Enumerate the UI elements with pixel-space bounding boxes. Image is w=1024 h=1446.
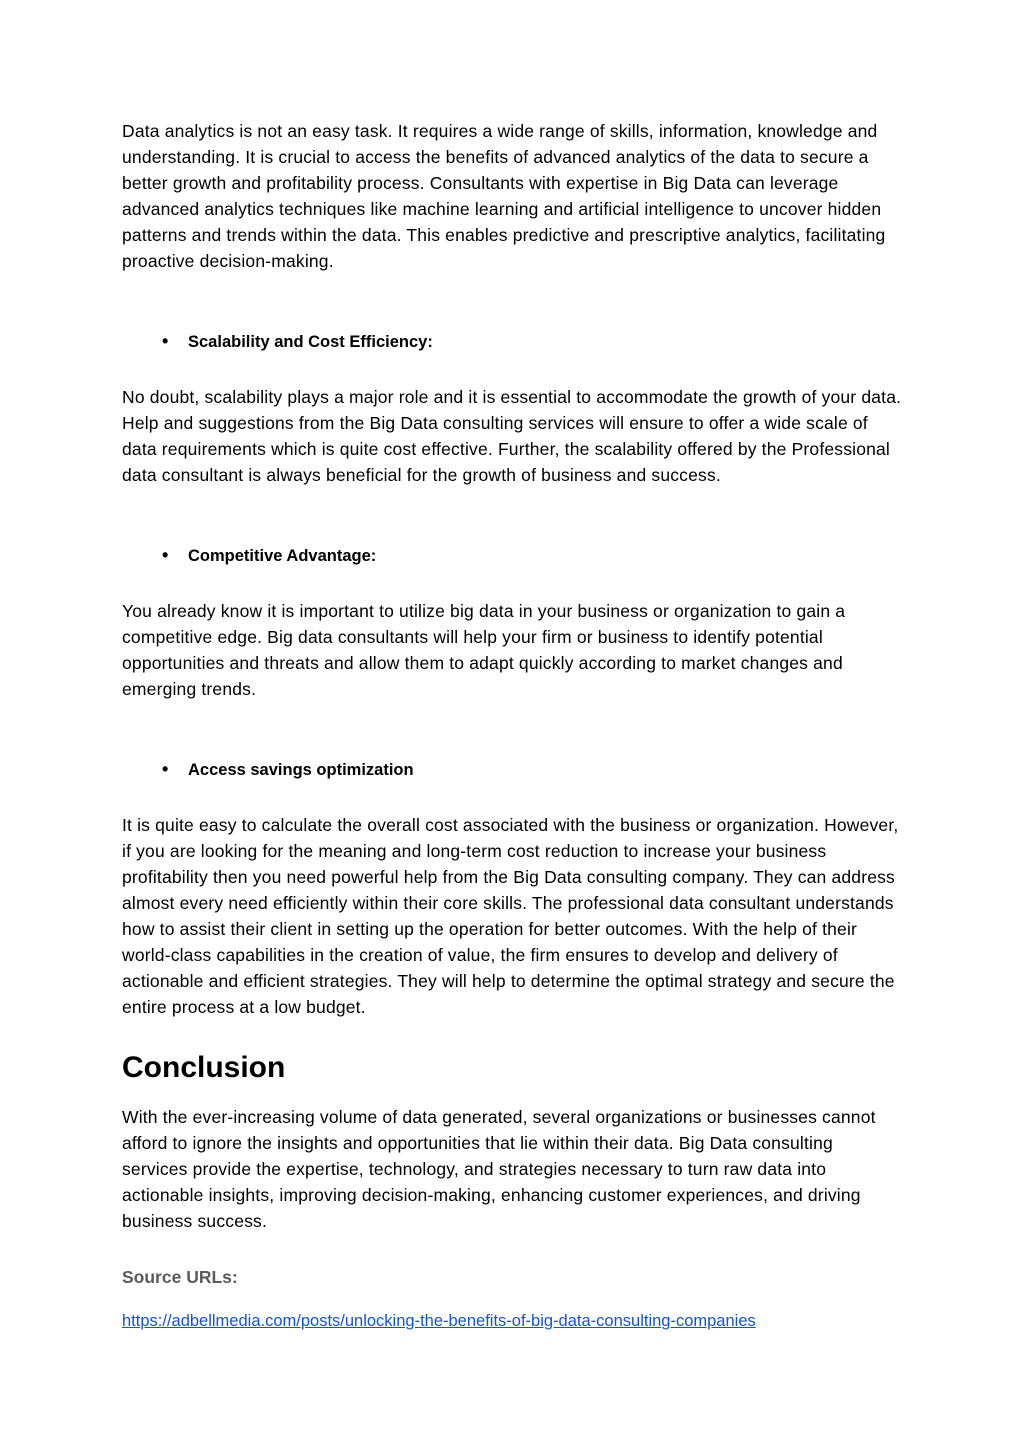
spacer [122, 354, 902, 384]
bullet-item-savings: • Access savings optimization [162, 758, 902, 782]
spacer [122, 1086, 902, 1104]
spacer [122, 488, 902, 544]
bullet-list-scalability [122, 330, 902, 354]
conclusion-heading: Conclusion [122, 1051, 286, 1084]
spacer [122, 1020, 902, 1050]
paragraph-scalability: No doubt, scalability plays a major role and it is essential to accommodate the growth of your data. Help and suggestions from the Big Data consulting services will ensure to offer a wide scale of data requirements which is quite cost effective. Further, the scalability offered by the Professional data consultant is always beneficial for the growth of business and success. [122, 387, 902, 485]
paragraph-competitive: You already know it is important to utilize big data in your business or organization to gain a competitive edge. Big data consultants will help your firm or business to identify potential opportunities and threats and allow them to adapt quickly according to market changes and emerging trends. [122, 601, 846, 699]
spacer [122, 568, 902, 598]
bullet-item-scalability: • Scalability and Cost Efficiency: [162, 330, 902, 354]
spacer [122, 1234, 902, 1264]
intro-paragraph: Data analytics is not an easy task. It requires a wide range of skills, information, knowledge and understanding. It is crucial to access the benefits of advanced analytics of the data to secure a better growth and profitability process. Consultants with expertise in Big Data can leverage advanced analytics techniques like machine learning and artificial intelligence to uncover hidden patterns and trends within the data. This enables predictive and prescriptive analytics, facilitating proactive decision-making. [122, 121, 886, 271]
bullet-list-savings [122, 758, 902, 782]
spacer [122, 1290, 902, 1308]
spacer [122, 782, 902, 812]
source-urls-label: Source URLs: [122, 1267, 238, 1287]
source-url-link[interactable]: https://adbellmedia.com/posts/unlocking-the-benefits-of-big-data-consulting-companies [122, 1312, 756, 1330]
bullet-list-competitive [122, 544, 902, 568]
paragraph-savings: It is quite easy to calculate the overall cost associated with the business or organization. However, if you are looking for the meaning and long-term cost reduction to increase your business profitability then you need powerful help from the Big Data consulting company. They can address almost every need efficiently within their core skills. The professional data consultant understands how to assist their client in setting up the operation for better outcomes. With the help of their world-class capabilities in the creation of value, the firm ensures to develop and delivery of actionable and efficient strategies. They will help to determine the optimal strategy and secure the entire process at a low budget. [122, 815, 899, 1017]
spacer [122, 274, 902, 330]
bullet-item-competitive: • Competitive Advantage: [162, 544, 902, 568]
spacer [122, 702, 902, 758]
conclusion-paragraph: With the ever-increasing volume of data generated, several organizations or businesses cannot afford to ignore the insights and opportunities that lie within their data. Big Data consulting services provide the expertise, technology, and strategies necessary to turn raw data into actionable insights, improving decision-making, enhancing customer experiences, and driving business success. [122, 1107, 876, 1231]
